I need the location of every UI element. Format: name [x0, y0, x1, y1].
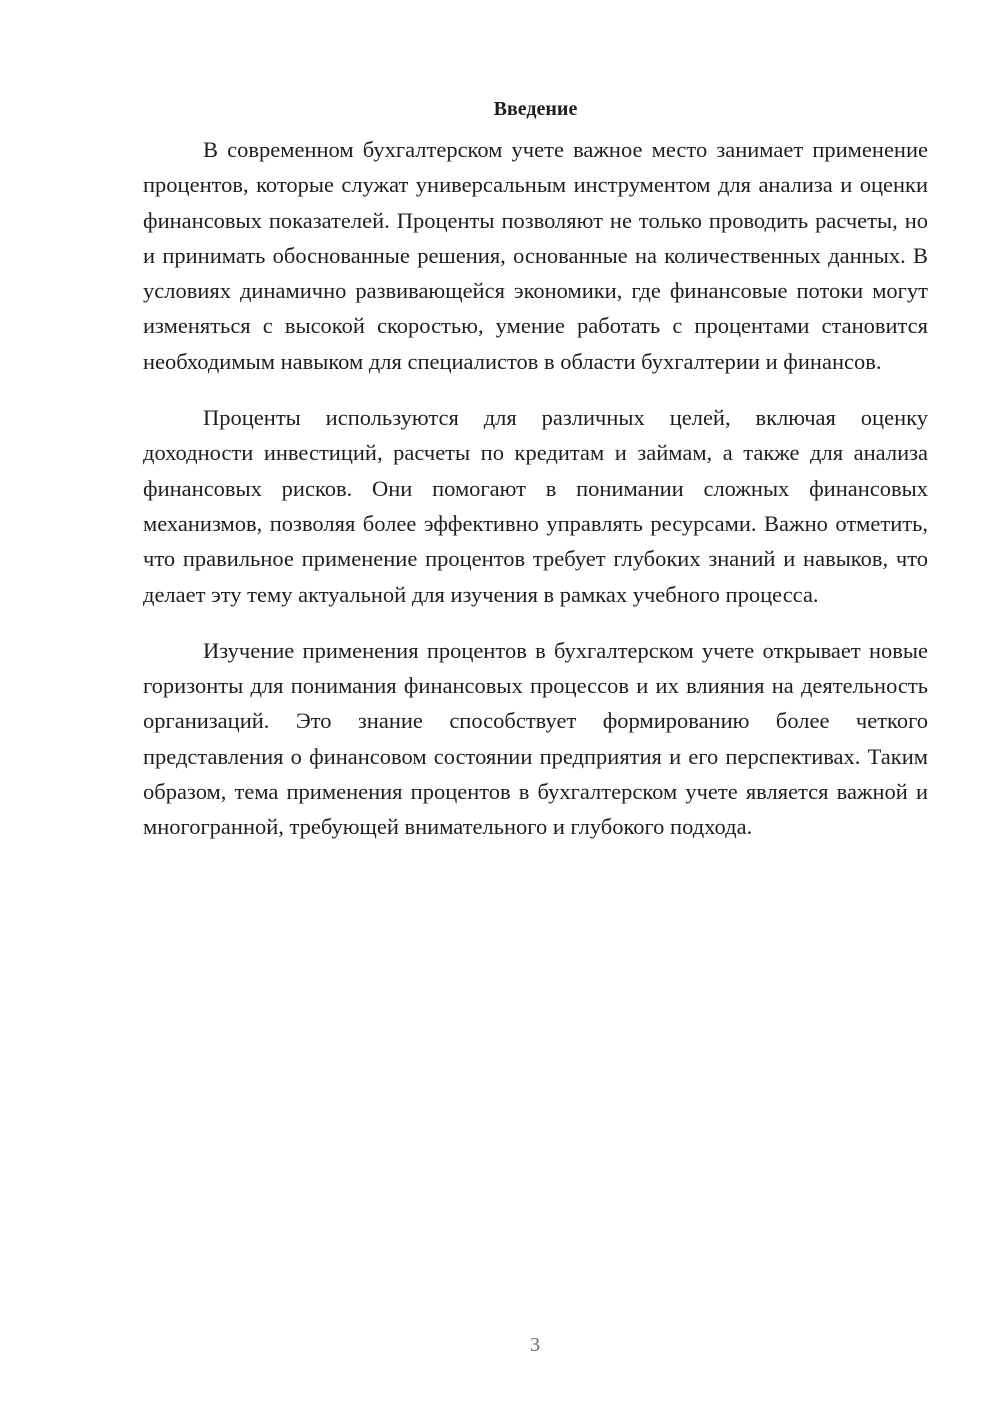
page-number: 3 — [530, 1334, 540, 1356]
page-content — [143, 92, 928, 866]
section-title: Введение — [493, 98, 578, 120]
paragraph-3: Изучение применения процентов в бухгалтерском учете открывает новые горизонты для понимания финансовых процессов и их влияния на деятельность организаций. Это знание способствует формированию более четкого представления о финансовом состоянии предприятия и его перспективах. Таким образом, тема применения процентов в бухгалтерском учете является важной и многогранной, требующей внимательного и глубокого подхода. — [143, 637, 928, 840]
paragraph-1: В современном бухгалтерском учете важное место занимает применение процентов, которые служат универсальным инструментом для анализа и оценки финансовых показателей. Проценты позволяют не только проводить расчеты, но и принимать обоснованные решения, основанные на количественных данных. В условиях динамично развивающейся экономики, где финансовые потоки могут изменяться с высокой скоростью, умение работать с процентами становится необходимым навыком для специалистов в области бухгалтерии и финансов. — [143, 137, 928, 374]
paragraph-2: Проценты используются для различных целей, включая оценку доходности инвестиций, расчеты по кредитам и займам, а также для анализа финансовых рисков. Они помогают в понимании сложных финансовых механизмов, позволяя более эффективно управлять ресурсами. Важно отметить, что правильное применение процентов требует глубоких знаний и навыков, что делает эту тему актуальной для изучения в рамках учебного процесса. — [143, 405, 928, 607]
